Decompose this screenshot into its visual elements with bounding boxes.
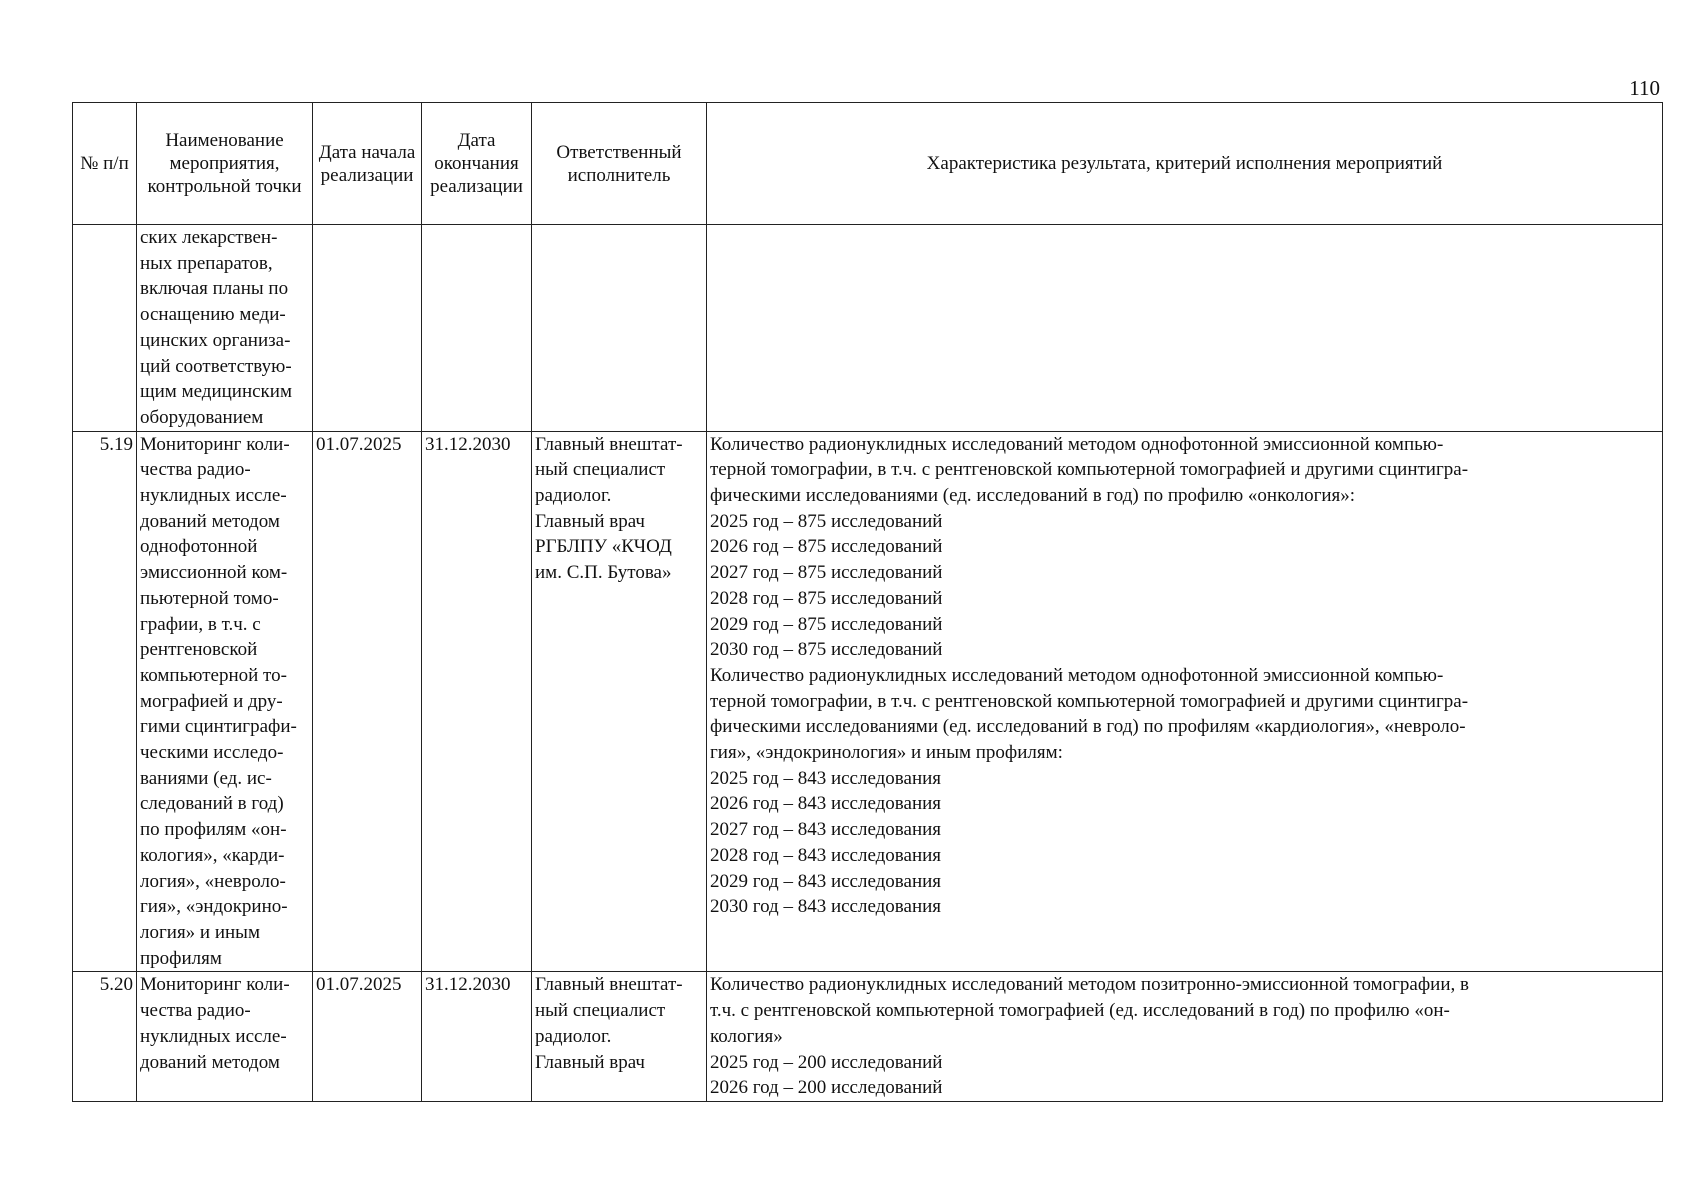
measure-name: [137, 225, 313, 432]
measure-name-line: щим медицинским: [140, 381, 292, 403]
col-header-responsible: Ответственный исполнитель: [532, 103, 707, 225]
result-criteria-line: 2027 год – 875 исследований: [710, 562, 943, 584]
measure-name: [137, 431, 313, 972]
end-date-text: 31.12.2030: [425, 974, 511, 996]
measure-name-line: гия», «эндокрино-: [140, 896, 288, 918]
result-criteria-line: фическими исследованиями (ед. исследований в год) по профилям «кардиология», «невроло-: [710, 716, 1466, 738]
measure-name-line: гими сцинтиграфи-: [140, 716, 297, 738]
responsible-executor-line: РГБЛПУ «КЧОД: [535, 536, 672, 558]
start-date: [313, 972, 422, 1102]
col-header-start: Дата начала реализации: [313, 103, 422, 225]
col-header-name: Наименование мероприятия, контрольной точки: [137, 103, 313, 225]
responsible-executor: [532, 972, 707, 1102]
responsible-executor: [532, 225, 707, 432]
table-body: [73, 225, 1663, 1102]
result-criteria-line: Количество радионуклидных исследований методом однофотонной эмиссионной компью-: [710, 433, 1444, 455]
measure-name-line: графии, в т.ч. с: [140, 613, 261, 635]
row-number-text: 5.20: [99, 974, 133, 996]
result-criteria-line: 2026 год – 875 исследований: [710, 536, 943, 558]
start-date-text: 01.07.2025: [316, 433, 402, 455]
measure-name-line: пьютерной томо-: [140, 587, 279, 609]
measure-name-line: чества радио-: [140, 459, 251, 481]
result-criteria-line: терной томографии, в т.ч. с рентгеновской компьютерной томографией и другими сцинтигра-: [710, 690, 1469, 712]
responsible-executor-line: радиолог.: [535, 1025, 612, 1047]
responsible-executor-line: ный специалист: [535, 459, 666, 481]
measure-name-line: включая планы по: [140, 278, 289, 300]
measure-name-line: компьютерной то-: [140, 664, 287, 686]
result-criteria-line: 2025 год – 875 исследований: [710, 510, 943, 532]
result-criteria-line: гия», «эндокринология» и иным профилям:: [710, 742, 1063, 764]
measure-name-line: ческими исследо-: [140, 742, 284, 764]
table-row: [73, 972, 1663, 1102]
end-date: [422, 431, 532, 972]
result-criteria: [707, 972, 1663, 1102]
responsible-executor-line: Главный внештат-: [535, 433, 683, 455]
result-criteria-line: 2029 год – 843 исследования: [710, 870, 942, 892]
end-date-text: 31.12.2030: [425, 433, 511, 455]
measure-name-line: ваниями (ед. ис-: [140, 767, 272, 789]
result-criteria-line: кология»: [710, 1025, 783, 1047]
measure-name-line: кология», «карди-: [140, 844, 285, 866]
table-header-row: [73, 103, 1663, 225]
end-date: [422, 225, 532, 432]
start-date: [313, 225, 422, 432]
result-criteria-line: Количество радионуклидных исследований методом однофотонной эмиссионной компью-: [710, 664, 1444, 686]
table-row: [73, 431, 1663, 972]
responsible-executor-line: радиолог.: [535, 485, 612, 507]
measure-name-line: логия» и иным: [140, 921, 260, 943]
result-criteria: [707, 225, 1663, 432]
measure-name-line: ных препаратов,: [140, 252, 273, 274]
measure-name: [137, 972, 313, 1102]
measure-name-line: по профилям «он-: [140, 819, 287, 841]
result-criteria-line: 2025 год – 200 исследований: [710, 1051, 943, 1073]
measure-name-line: рентгеновской: [140, 639, 258, 661]
result-criteria-line: терной томографии, в т.ч. с рентгеновской компьютерной томографией и другими сцинтигра-: [710, 459, 1469, 481]
row-number-text: 5.19: [99, 433, 133, 455]
measure-name-line: следований в год): [140, 793, 284, 815]
measure-name-line: однофотонной: [140, 536, 258, 558]
result-criteria-line: 2025 год – 843 исследования: [710, 767, 942, 789]
measure-name-line: нуклидных иссле-: [140, 485, 287, 507]
result-criteria-line: 2027 год – 843 исследования: [710, 819, 942, 841]
result-criteria-line: 2030 год – 875 исследований: [710, 639, 943, 661]
result-criteria: [707, 431, 1663, 972]
measure-name-line: Мониторинг коли-: [140, 974, 290, 996]
measure-name-line: оснащению меди-: [140, 304, 286, 326]
measure-name-line: профилям: [140, 947, 222, 969]
end-date: [422, 972, 532, 1102]
measure-name-line: оборудованием: [140, 406, 264, 428]
start-date-text: 01.07.2025: [316, 974, 402, 996]
measure-name-line: цинских организа-: [140, 329, 291, 351]
measure-name-line: Мониторинг коли-: [140, 433, 290, 455]
measure-name-line: ских лекарствен-: [140, 227, 278, 248]
result-criteria-line: 2028 год – 875 исследований: [710, 587, 943, 609]
measure-name-line: эмиссионной ком-: [140, 562, 288, 584]
measure-name-line: мографией и дру-: [140, 690, 283, 712]
result-criteria-line: 2030 год – 843 исследования: [710, 896, 942, 918]
measure-name-line: дований методом: [140, 510, 280, 532]
row-number: [73, 972, 137, 1102]
measure-name-line: чества радио-: [140, 1000, 251, 1022]
table-row: [73, 225, 1663, 432]
col-header-num: № п/п: [73, 103, 137, 225]
result-criteria-line: 2026 год – 843 исследования: [710, 793, 942, 815]
measure-name-line: ций соответствую-: [140, 355, 292, 377]
result-criteria-line: т.ч. с рентгеновской компьютерной томографией (ед. исследований в год) по профилю «он-: [710, 1000, 1450, 1022]
measure-name-line: нуклидных иссле-: [140, 1025, 287, 1047]
result-criteria-line: 2029 год – 875 исследований: [710, 613, 943, 635]
result-criteria-line: 2028 год – 843 исследования: [710, 844, 942, 866]
row-number: [73, 431, 137, 972]
measures-table: [72, 102, 1663, 1102]
responsible-executor-line: им. С.П. Бутова»: [535, 562, 672, 584]
responsible-executor: [532, 431, 707, 972]
measure-name-line: дований методом: [140, 1051, 280, 1073]
measure-name-line: логия», «невроло-: [140, 870, 286, 892]
result-criteria-line: Количество радионуклидных исследований методом позитронно-эмиссионной томографии, в: [710, 974, 1469, 996]
responsible-executor-line: Главный врач: [535, 1051, 645, 1073]
responsible-executor-line: Главный врач: [535, 510, 645, 532]
result-criteria-line: 2026 год – 200 исследований: [710, 1077, 943, 1099]
responsible-executor-line: ный специалист: [535, 1000, 666, 1022]
col-header-result: Характеристика результата, критерий исполнения мероприятий: [707, 103, 1663, 225]
col-header-end: Дата окончания реализации: [422, 103, 532, 225]
result-criteria-line: фическими исследованиями (ед. исследований в год) по профилю «онкология»:: [710, 485, 1356, 507]
row-number: [73, 225, 137, 432]
page-number: 110: [1629, 76, 1660, 100]
responsible-executor-line: Главный внештат-: [535, 974, 683, 996]
start-date: [313, 431, 422, 972]
